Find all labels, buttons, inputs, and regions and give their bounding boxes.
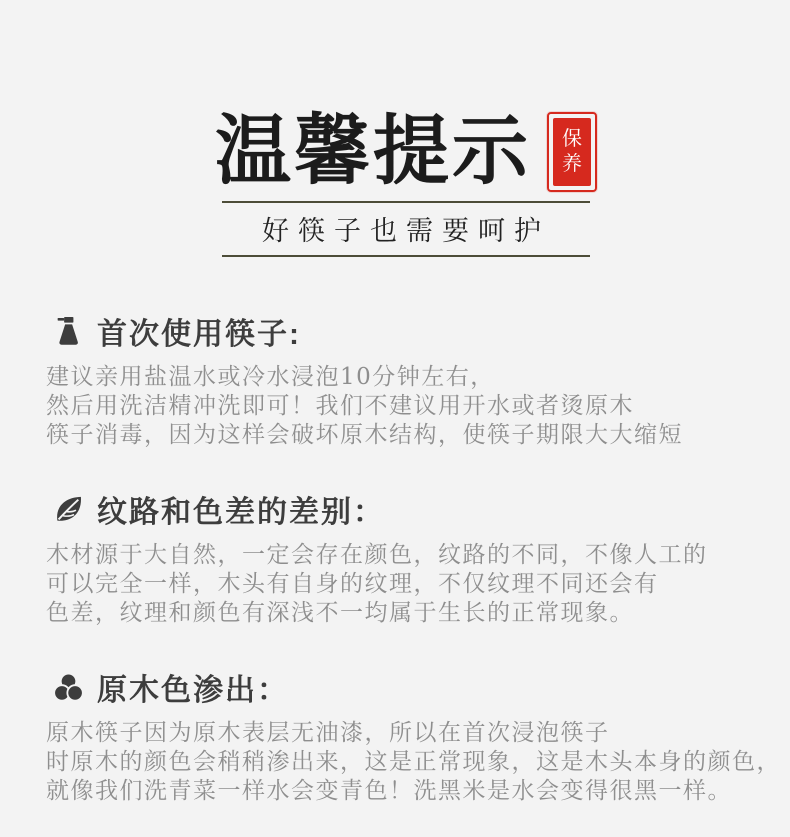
section-grain-color-heading-row (46, 487, 774, 531)
section-color-seep-title: 原木色渗出： (97, 674, 289, 707)
page-title: 温馨提示 (215, 110, 531, 194)
subtitle-rule-box (222, 201, 590, 257)
tip-line: 然后用洗洁精冲洗即可！我们不建议用开水或者烫原木 (46, 393, 634, 419)
section-grain-color-title: 纹路和色差的差别： (97, 496, 385, 529)
title-row (0, 112, 790, 192)
section-grain-color (46, 487, 774, 628)
tip-line: 筷子消毒，因为这样会破坏原木结构，使筷子期限大大缩短 (46, 422, 683, 448)
section-first-use-body (46, 363, 774, 450)
tip-line: 时原木的颜色会稍稍渗出来，这是正常现象，这是木头本身的颜色， (46, 749, 781, 775)
tip-line: 色差，纹理和颜色有深浅不一均属于生长的正常现象。 (46, 600, 634, 626)
tip-line: 木材源于大自然，一定会存在颜色，纹路的不同，不像人工的 (46, 542, 708, 568)
care-seal-inner (553, 118, 591, 186)
page-header (0, 0, 790, 257)
page-subtitle: 好筷子也需要呵护 (262, 216, 550, 246)
section-first-use (46, 309, 774, 450)
seal-char-bottom: 养 (562, 153, 582, 175)
section-color-seep-body (46, 719, 781, 806)
section-color-seep (46, 665, 781, 806)
tip-line: 原木筷子因为原木表层无油漆，所以在首次浸泡筷子 (46, 720, 610, 746)
tip-line: 就像我们洗青菜一样水会变青色！洗黑米是水会变得很黑一样。 (46, 778, 732, 804)
three-circles-icon (53, 672, 84, 703)
spray-bottle-icon (53, 316, 84, 347)
care-seal-stamp (547, 112, 597, 192)
tip-line: 可以完全一样，木头有自身的纹理，不仅纹理不同还会有 (46, 571, 659, 597)
section-first-use-title: 首次使用筷子: (97, 318, 301, 351)
section-first-use-heading-row (46, 309, 774, 353)
leaf-icon (53, 494, 84, 525)
tip-line: 建议亲用盐温水或冷水浸泡10分钟左右， (46, 364, 495, 390)
section-color-seep-heading-row (46, 665, 774, 709)
seal-char-top: 保 (562, 128, 582, 150)
section-grain-color-body (46, 541, 774, 628)
tips-content (0, 309, 790, 806)
